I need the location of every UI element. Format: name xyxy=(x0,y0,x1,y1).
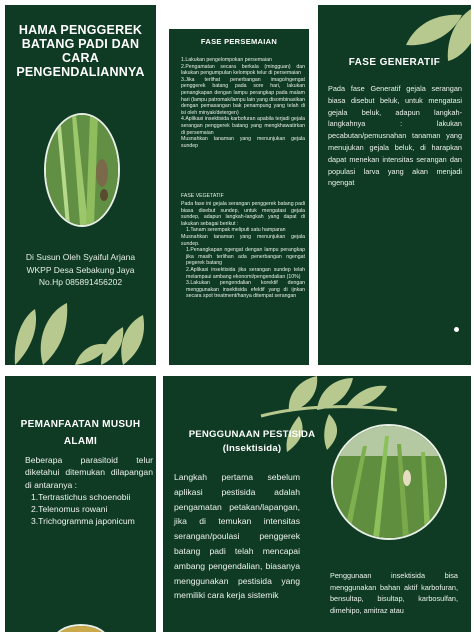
vegetatif-item: Musnahkan tanaman yang menunjukan gejala sundep. xyxy=(181,233,305,247)
parasitoid-item: 3.Trichogramma japonicum xyxy=(31,516,135,527)
persemaian-after: Musnahkan tanaman yang menunjukan gejala sundep xyxy=(181,136,305,149)
pestisida-title-line2: (Insektisida) xyxy=(222,443,282,454)
musuh-alami-body xyxy=(25,454,153,528)
cover-panel xyxy=(5,5,156,365)
cover-title: HAMA PENGGEREK BATANG PADI DAN CARA PENGENDALIANNYA xyxy=(16,23,145,79)
page-dot xyxy=(454,327,459,332)
vegetatif-item: 2.Aplikasi insektisida jika serangan sundep telah melampaui ambang ekonomi/pengendalian (10%) xyxy=(186,266,305,280)
control-steps-panel xyxy=(163,5,313,365)
author-name: Di Susun Oleh Syaiful Arjana xyxy=(25,252,136,262)
author-block xyxy=(5,251,156,289)
fase-persemaian-title: FASE PERSEMAIAN xyxy=(200,37,278,46)
pestisida-panel xyxy=(163,376,471,632)
rice-field-photo xyxy=(331,424,447,540)
parasitoid-item: 2.Telenomus rowani xyxy=(31,504,108,515)
parasitoid-item: 1.Tertrastichus schoenobii xyxy=(31,491,131,502)
musuh-alami-title: PEMANFAATAN MUSUH ALAMI xyxy=(20,419,141,447)
persemaian-item: 1.Lakukan pengelompokan persemaian xyxy=(181,57,272,63)
fase-vegetatif-title: FASE VEGETATIF xyxy=(181,193,224,199)
control-steps-box xyxy=(169,29,309,365)
pestisida-right-text: Penggunaan insektisida bisa menggunakan bahan aktif karbofuran, bensultap, bisultap, karbosulfan, dimehipo, amitraz atau xyxy=(330,571,458,615)
bottom-photo xyxy=(53,624,109,632)
pestisida-body: Langkah pertama sebelum aplikasi pestisida adalah pengamatan petakan/lapangan, jika di temukan intensitas serangan/poulasi penggerek batang padi telah mencapai ambang pengendalian, biasanya menggunakan pestisida yang memiliki cara kerja sistemik xyxy=(174,472,300,601)
pestisida-title-line1: PENGGUNAAN PESTISIDA xyxy=(188,429,316,440)
persemaian-item: 2.Pengamatan secara berkala (mingguan) dan lakukan pengumpulan kelompok telur di persemaian xyxy=(181,63,305,77)
vegetatif-item: 1.Tanam serempak meliputi satu hamparan xyxy=(186,227,286,234)
fase-generatif-title: FASE GENERATIF xyxy=(348,57,441,68)
fase-generatif-panel xyxy=(318,5,471,365)
musuh-alami-intro: Beberapa parasitoid telur diketahui ditemukan dilapangan di antaranya : xyxy=(25,455,153,490)
pestisida-title xyxy=(163,428,341,456)
persemaian-item: 3.Jika terlihat penerbangan imago/ngengat penggerek batang pada sore hari, lakukan penangkapan dengan lampu perangkap pada malam hari (lampu patromak/lampu lain yang disombinasikan dengan pemasangan bak penampung yang telah di isi oleh minyak/detergen) xyxy=(181,76,305,116)
rice-stem-photo xyxy=(44,113,120,227)
vegetatif-intro: Pada fase ini gejala serangan penggerek batang padi biasa disebut sundep, untuk mengatasi gejala sundep, adapun langkah-langkah yang dapat di lakukan sebagai berikut : xyxy=(181,201,305,227)
fase-vegetatif-list xyxy=(181,201,305,300)
persemaian-item: 4.Aplikasi insektisida karbofuran apabila terjadi gejala serangan penggerek batang yang mengkhawatirkan di persemaian xyxy=(181,116,305,136)
author-phone: No.Hp 085891456202 xyxy=(38,277,123,287)
vegetatif-item: 3.Lakukan pengendalian korektif dengan menggunakan insektisida efektif yang di ijnkan secara spot treatment/hanya ditempat serangan xyxy=(186,280,305,300)
fase-generatif-body: Pada fase Generatif gejala serangan biasa disebut beluk, untuk mengatasi gejala beluk, adapun langkah-langkahnya : lakukan pecabutan/pemusnahan tanaman yang menujukan gejala beluk, di harapkan dapat menekan intensitas serangan dan populasi larva yang akan menjadi ngengat xyxy=(328,84,462,188)
musuh-alami-panel xyxy=(5,376,156,632)
vegetatif-item: 1.Penangkapan ngengat dengan lampu perangkap jika masih terlihan ada penerbangan ngengat pegerek batang xyxy=(186,247,305,267)
fase-persemaian-list xyxy=(181,57,305,149)
leaf-decoration xyxy=(402,5,471,61)
author-office: WKPP Desa Sebakung Jaya xyxy=(26,264,135,275)
leaf-decoration xyxy=(5,287,156,365)
